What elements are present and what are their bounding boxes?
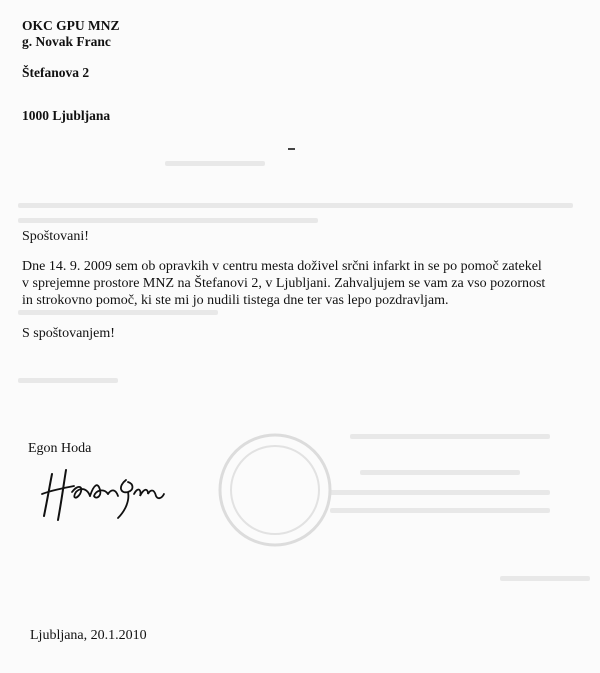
sender-block (22, 18, 120, 50)
body-line: v sprejemne prostore MNZ na Štefanovi 2, v Ljubljani. Zahvaljujem se vam za vso pozornost (22, 276, 546, 291)
body-line: Dne 14. 9. 2009 sem ob opravkih v centru mesta doživel srčni infarkt in se po pomoč zatekel (22, 259, 542, 274)
handwritten-signature (38, 464, 168, 524)
scan-mark (288, 148, 295, 150)
letter-closing: S spoštovanjem! (22, 326, 115, 341)
body-line: in strokovno pomoč, ki ste mi jo nudili tistega dne ter vas lepo pozdravljam. (22, 293, 449, 308)
sender-street: Štefanova 2 (22, 65, 90, 80)
signatory-name: Egon Hoda (28, 441, 92, 456)
letter-greeting: Spoštovani! (22, 229, 89, 244)
sender-person: g. Novak Franc (22, 34, 111, 49)
sender-city: 1000 Ljubljana (22, 108, 111, 123)
sender-organization: OKC GPU MNZ (22, 18, 120, 33)
letter-body (22, 258, 587, 309)
place-and-date: Ljubljana, 20.1.2010 (30, 628, 147, 643)
